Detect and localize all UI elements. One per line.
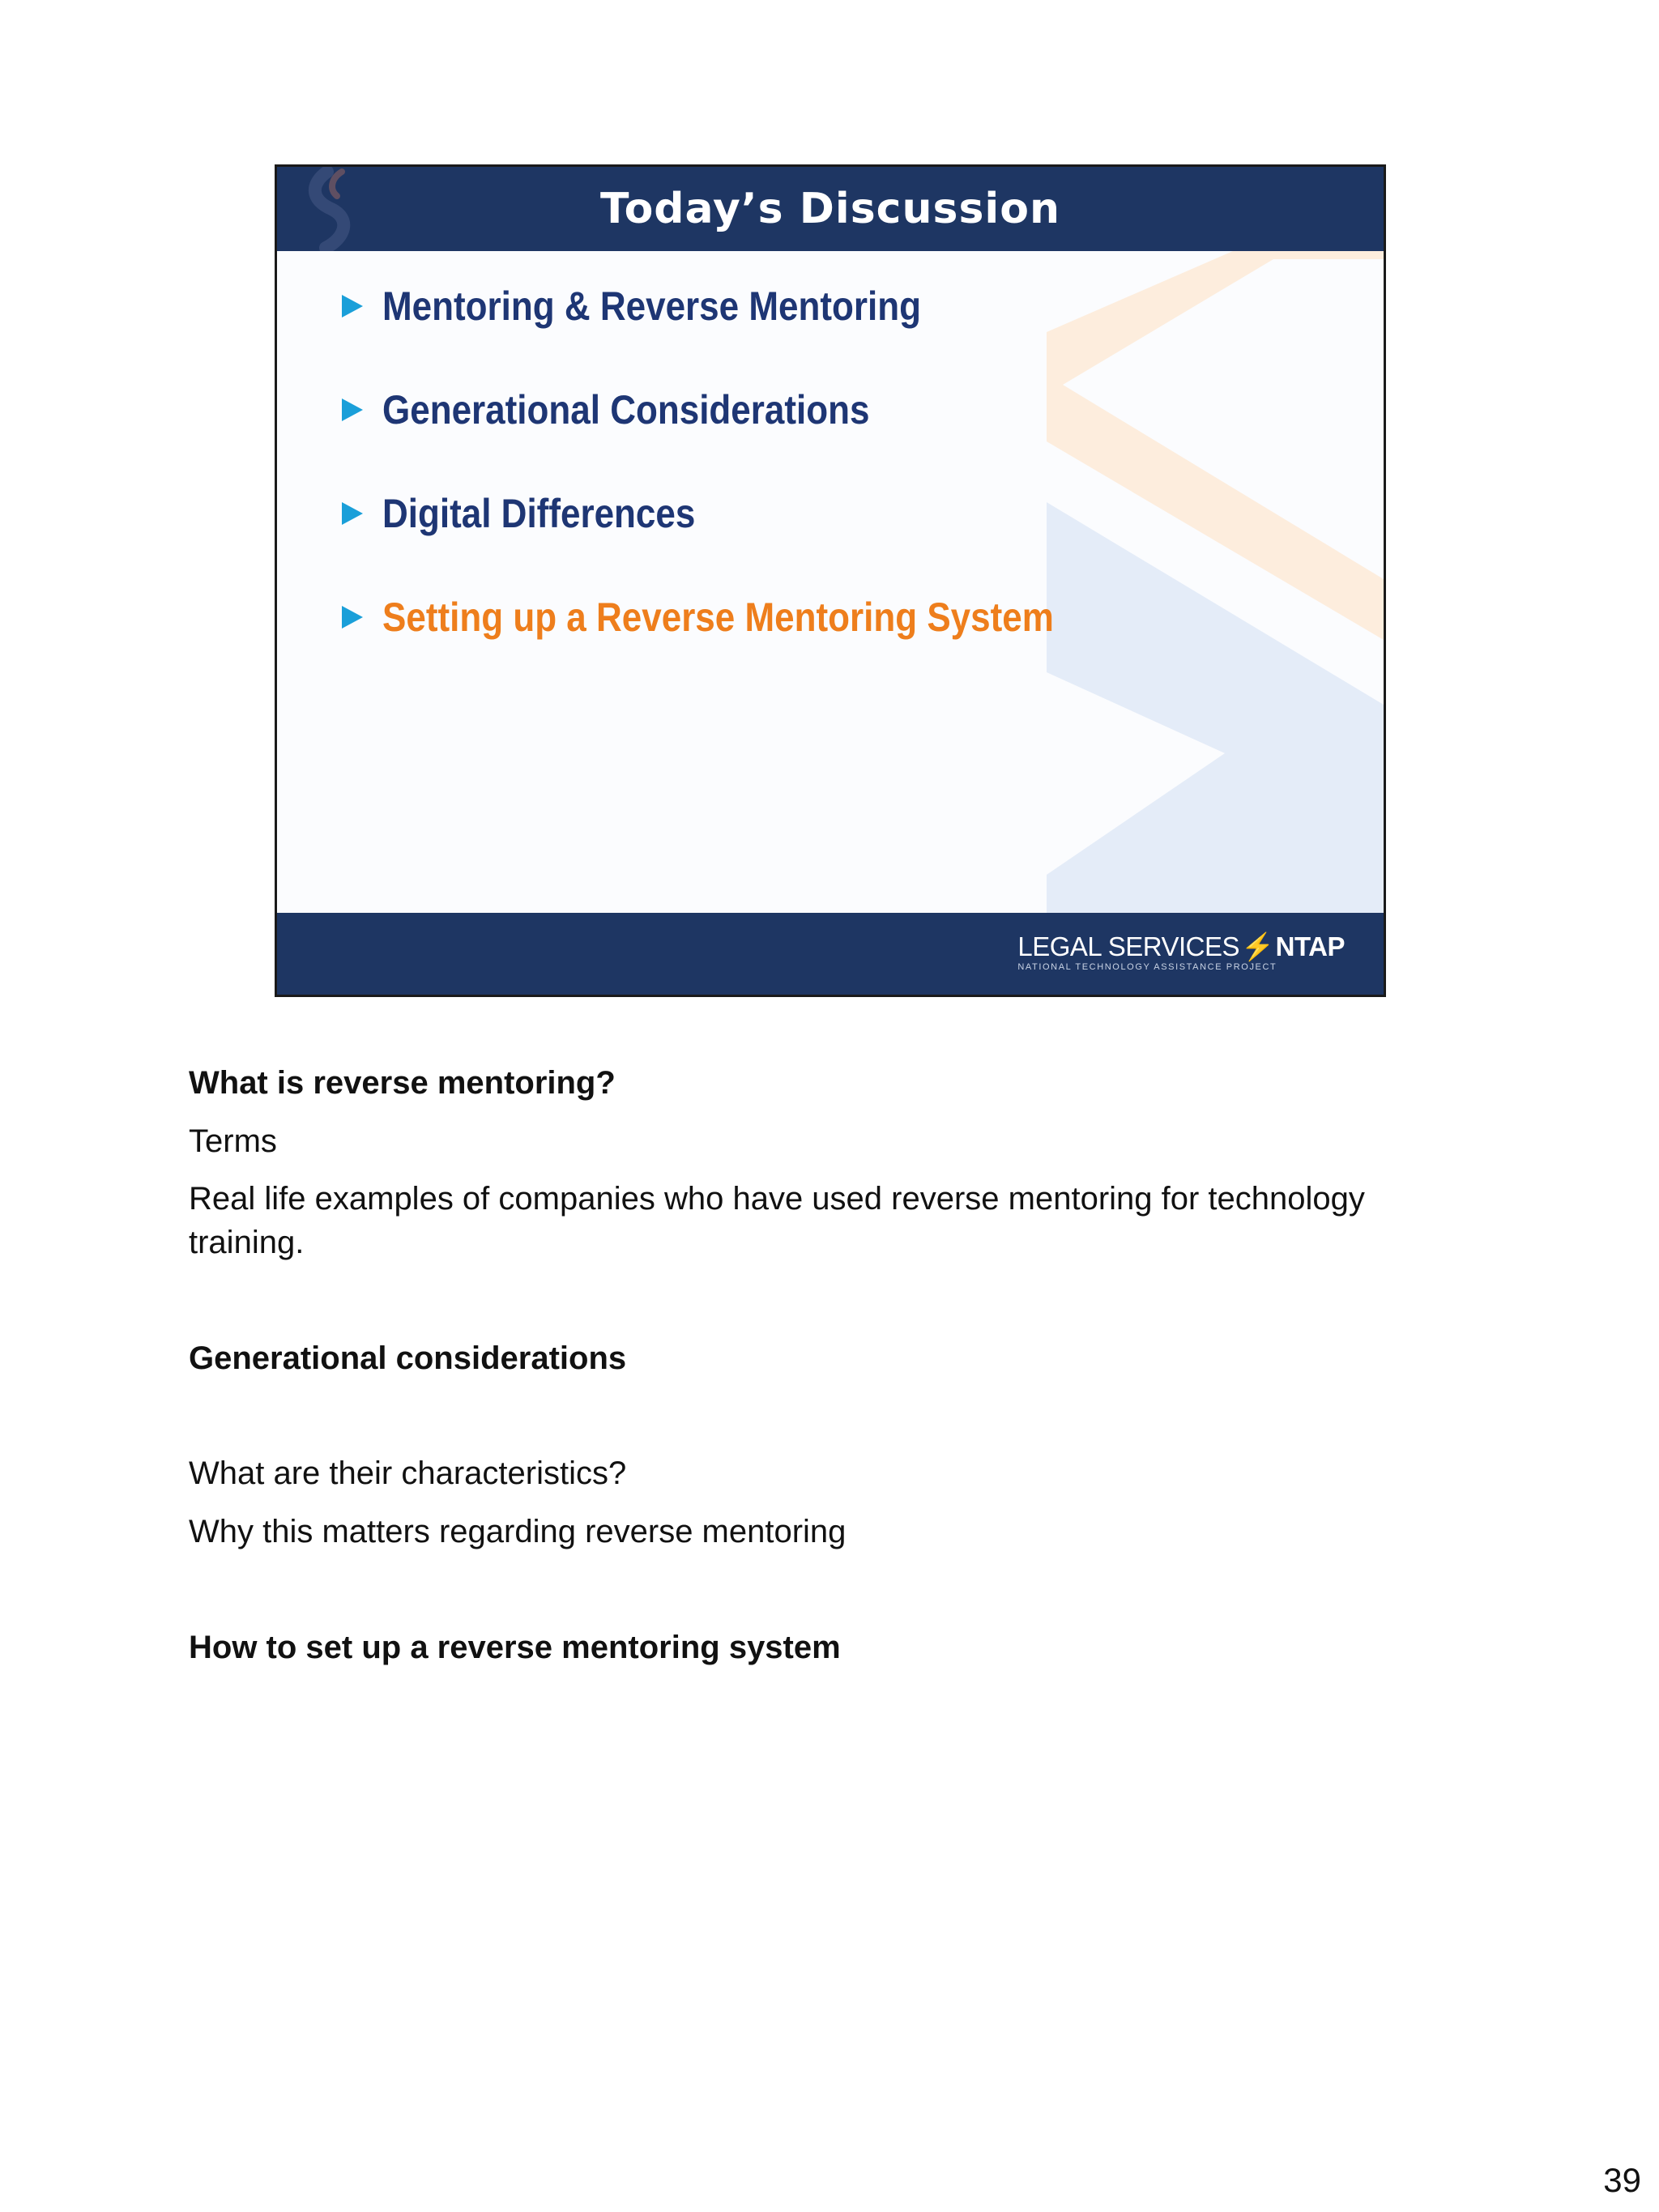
logo-text-legal-services: LEGAL SERVICES: [1017, 931, 1240, 961]
slide-thumbnail: [275, 164, 1386, 997]
legal-services-ntap-logo: [1017, 932, 1345, 973]
notes-heading: What is reverse mentoring?: [189, 1065, 616, 1101]
notes-heading: How to set up a reverse mentoring system: [189, 1630, 841, 1665]
bullet-label-highlighted: Setting up a Reverse Mentoring System: [382, 595, 1054, 640]
page-number: 39: [1603, 2161, 1641, 2199]
bullet-item: [342, 591, 1145, 695]
logo-text-ntap: NTAP: [1275, 931, 1345, 961]
logo-tagline: NATIONAL TECHNOLOGY ASSISTANCE PROJECT: [1017, 962, 1277, 972]
notes-heading: Generational considerations: [189, 1340, 627, 1376]
bullet-label: Mentoring & Reverse Mentoring: [382, 283, 921, 329]
bullet-item: [342, 384, 1145, 488]
logo-wordmark: [1017, 932, 1345, 961]
notes-paragraph: Real life examples of companies who have used reverse mentoring for technology training.: [189, 1181, 1365, 1260]
notes-line: Terms: [189, 1123, 277, 1159]
lightning-bolt-icon: ⚡: [1241, 931, 1274, 961]
slide-title: Today’s Discussion: [600, 185, 1060, 233]
slide-footer-bar: [277, 913, 1384, 995]
bullet-item: [342, 488, 1145, 591]
notes-line: What are their characteristics?: [189, 1455, 627, 1491]
bullet-label: Digital Differences: [382, 491, 696, 536]
bullet-label: Generational Considerations: [382, 387, 870, 433]
triangle-bullet-icon: [342, 606, 363, 629]
slide-header-bar: [277, 167, 1384, 251]
bullet-item: [342, 280, 1145, 384]
triangle-bullet-icon: [342, 502, 363, 525]
bullet-list: [342, 280, 1145, 695]
triangle-bullet-icon: [342, 295, 363, 318]
triangle-bullet-icon: [342, 399, 363, 421]
notes-line: Why this matters regarding reverse mentoring: [189, 1514, 847, 1549]
